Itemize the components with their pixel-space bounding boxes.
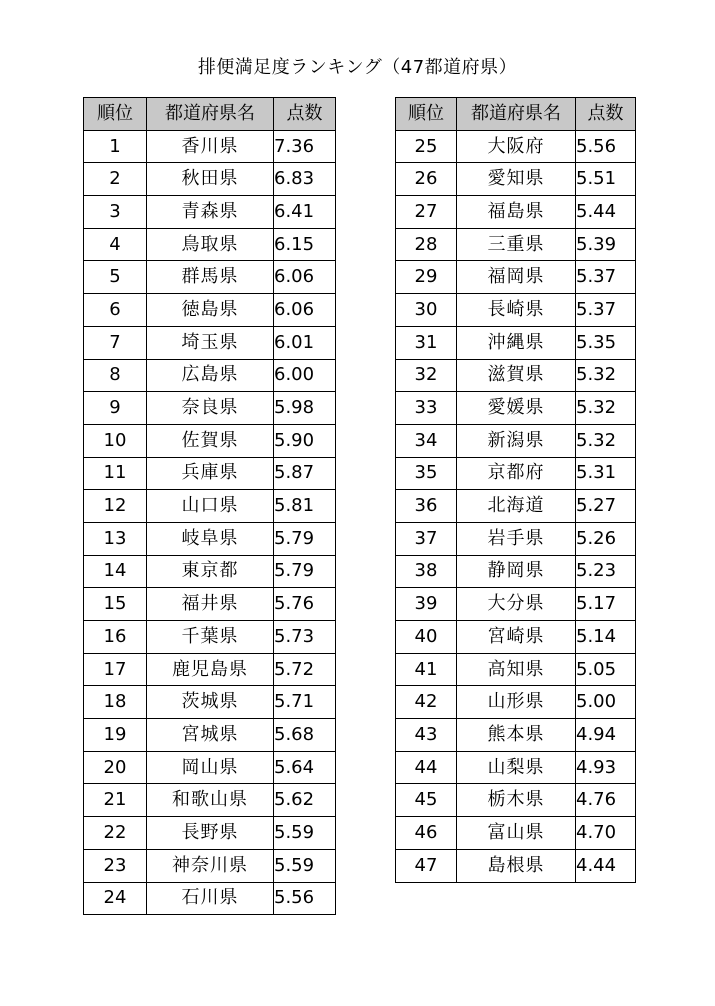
- rank-cell: 42: [396, 686, 457, 719]
- rank-cell: 29: [396, 261, 457, 294]
- prefecture-cell: 北海道: [457, 490, 576, 523]
- rank-cell: 25: [396, 130, 457, 163]
- prefecture-cell: 徳島県: [147, 294, 274, 327]
- rank-cell: 6: [84, 294, 147, 327]
- table-row: [396, 522, 636, 555]
- table-header-row: [84, 98, 336, 131]
- table-row: [84, 130, 336, 163]
- score-cell: 5.14: [576, 621, 636, 654]
- score-cell: 5.87: [274, 457, 336, 490]
- prefecture-cell: 岐阜県: [147, 522, 274, 555]
- rank-cell: 41: [396, 653, 457, 686]
- prefecture-cell: 山梨県: [457, 751, 576, 784]
- prefecture-cell: 岡山県: [147, 751, 274, 784]
- score-cell: 5.79: [274, 555, 336, 588]
- score-cell: 5.26: [576, 522, 636, 555]
- header-rank: 順位: [396, 98, 457, 131]
- score-cell: 5.39: [576, 228, 636, 261]
- rank-cell: 15: [84, 588, 147, 621]
- page-title: 排便満足度ランキング（47都道府県）: [197, 57, 518, 78]
- rank-cell: 16: [84, 621, 147, 654]
- rank-cell: 46: [396, 817, 457, 850]
- score-cell: 5.32: [576, 392, 636, 425]
- prefecture-cell: 和歌山県: [147, 784, 274, 817]
- rank-cell: 12: [84, 490, 147, 523]
- prefecture-cell: 福岡県: [457, 261, 576, 294]
- score-cell: 5.59: [274, 849, 336, 882]
- score-cell: 5.56: [576, 130, 636, 163]
- rank-cell: 45: [396, 784, 457, 817]
- prefecture-cell: 香川県: [147, 130, 274, 163]
- table-row: [396, 719, 636, 752]
- prefecture-cell: 島根県: [457, 849, 576, 882]
- table-row: [396, 392, 636, 425]
- table-row: [84, 882, 336, 915]
- score-cell: 5.32: [576, 424, 636, 457]
- prefecture-cell: 東京都: [147, 555, 274, 588]
- prefecture-cell: 鹿児島県: [147, 653, 274, 686]
- rank-cell: 38: [396, 555, 457, 588]
- prefecture-cell: 愛媛県: [457, 392, 576, 425]
- table-row: [84, 784, 336, 817]
- table-row: [396, 555, 636, 588]
- rank-cell: 11: [84, 457, 147, 490]
- table-row: [84, 653, 336, 686]
- header-rank: 順位: [84, 98, 147, 131]
- score-cell: 4.93: [576, 751, 636, 784]
- rank-cell: 24: [84, 882, 147, 915]
- rank-cell: 1: [84, 130, 147, 163]
- ranking-table-left-body: [84, 130, 336, 915]
- prefecture-cell: 滋賀県: [457, 359, 576, 392]
- table-row: [396, 359, 636, 392]
- score-cell: 5.51: [576, 163, 636, 196]
- rank-cell: 20: [84, 751, 147, 784]
- rank-cell: 36: [396, 490, 457, 523]
- score-cell: 5.44: [576, 196, 636, 229]
- score-cell: 6.01: [274, 326, 336, 359]
- rank-cell: 4: [84, 228, 147, 261]
- score-cell: 6.00: [274, 359, 336, 392]
- score-cell: 5.90: [274, 424, 336, 457]
- score-cell: 4.70: [576, 817, 636, 850]
- table-row: [396, 228, 636, 261]
- prefecture-cell: 新潟県: [457, 424, 576, 457]
- score-cell: 5.76: [274, 588, 336, 621]
- rank-cell: 14: [84, 555, 147, 588]
- table-row: [84, 326, 336, 359]
- prefecture-cell: 埼玉県: [147, 326, 274, 359]
- table-row: [396, 130, 636, 163]
- rank-cell: 26: [396, 163, 457, 196]
- table-row: [84, 294, 336, 327]
- table-row: [396, 751, 636, 784]
- table-header-row: [396, 98, 636, 131]
- score-cell: 5.59: [274, 817, 336, 850]
- prefecture-cell: 佐賀県: [147, 424, 274, 457]
- prefecture-cell: 長野県: [147, 817, 274, 850]
- table-row: [84, 261, 336, 294]
- rank-cell: 21: [84, 784, 147, 817]
- score-cell: 7.36: [274, 130, 336, 163]
- prefecture-cell: 茨城県: [147, 686, 274, 719]
- table-row: [396, 653, 636, 686]
- prefecture-cell: 富山県: [457, 817, 576, 850]
- rank-cell: 13: [84, 522, 147, 555]
- score-cell: 5.98: [274, 392, 336, 425]
- rank-cell: 35: [396, 457, 457, 490]
- prefecture-cell: 長崎県: [457, 294, 576, 327]
- table-row: [84, 751, 336, 784]
- rank-cell: 34: [396, 424, 457, 457]
- table-row: [396, 457, 636, 490]
- score-cell: 6.06: [274, 294, 336, 327]
- prefecture-cell: 群馬県: [147, 261, 274, 294]
- score-cell: 5.37: [576, 294, 636, 327]
- prefecture-cell: 京都府: [457, 457, 576, 490]
- rank-cell: 37: [396, 522, 457, 555]
- prefecture-cell: 秋田県: [147, 163, 274, 196]
- prefecture-cell: 三重県: [457, 228, 576, 261]
- table-row: [396, 490, 636, 523]
- table-row: [84, 719, 336, 752]
- rank-cell: 32: [396, 359, 457, 392]
- rank-cell: 31: [396, 326, 457, 359]
- prefecture-cell: 宮城県: [147, 719, 274, 752]
- table-row: [84, 359, 336, 392]
- table-row: [84, 522, 336, 555]
- score-cell: 4.44: [576, 849, 636, 882]
- rank-cell: 23: [84, 849, 147, 882]
- table-row: [84, 163, 336, 196]
- table-row: [396, 326, 636, 359]
- prefecture-cell: 大阪府: [457, 130, 576, 163]
- score-cell: 5.00: [576, 686, 636, 719]
- header-prefecture: 都道府県名: [147, 98, 274, 131]
- score-cell: 5.68: [274, 719, 336, 752]
- table-row: [84, 621, 336, 654]
- prefecture-cell: 福島県: [457, 196, 576, 229]
- table-row: [396, 261, 636, 294]
- prefecture-cell: 奈良県: [147, 392, 274, 425]
- table-row: [84, 588, 336, 621]
- rank-cell: 33: [396, 392, 457, 425]
- rank-cell: 44: [396, 751, 457, 784]
- score-cell: 5.73: [274, 621, 336, 654]
- rank-cell: 40: [396, 621, 457, 654]
- prefecture-cell: 鳥取県: [147, 228, 274, 261]
- prefecture-cell: 静岡県: [457, 555, 576, 588]
- score-cell: 5.56: [274, 882, 336, 915]
- prefecture-cell: 山口県: [147, 490, 274, 523]
- score-cell: 5.72: [274, 653, 336, 686]
- score-cell: 6.06: [274, 261, 336, 294]
- table-row: [84, 849, 336, 882]
- score-cell: 5.35: [576, 326, 636, 359]
- score-cell: 4.76: [576, 784, 636, 817]
- table-row: [84, 490, 336, 523]
- table-row: [84, 686, 336, 719]
- rank-cell: 18: [84, 686, 147, 719]
- prefecture-cell: 神奈川県: [147, 849, 274, 882]
- table-row: [396, 621, 636, 654]
- rank-cell: 47: [396, 849, 457, 882]
- score-cell: 5.17: [576, 588, 636, 621]
- score-cell: 5.71: [274, 686, 336, 719]
- prefecture-cell: 栃木県: [457, 784, 576, 817]
- rank-cell: 17: [84, 653, 147, 686]
- header-score: 点数: [274, 98, 336, 131]
- prefecture-cell: 愛知県: [457, 163, 576, 196]
- table-row: [84, 457, 336, 490]
- rank-cell: 5: [84, 261, 147, 294]
- prefecture-cell: 山形県: [457, 686, 576, 719]
- prefecture-cell: 熊本県: [457, 719, 576, 752]
- prefecture-cell: 千葉県: [147, 621, 274, 654]
- prefecture-cell: 大分県: [457, 588, 576, 621]
- prefecture-cell: 兵庫県: [147, 457, 274, 490]
- table-row: [84, 196, 336, 229]
- score-cell: 5.27: [576, 490, 636, 523]
- prefecture-cell: 石川県: [147, 882, 274, 915]
- score-cell: 5.64: [274, 751, 336, 784]
- table-row: [396, 784, 636, 817]
- rank-cell: 9: [84, 392, 147, 425]
- table-row: [396, 849, 636, 882]
- table-row: [84, 555, 336, 588]
- rank-cell: 27: [396, 196, 457, 229]
- score-cell: 5.05: [576, 653, 636, 686]
- prefecture-cell: 広島県: [147, 359, 274, 392]
- table-row: [396, 294, 636, 327]
- table-row: [396, 817, 636, 850]
- score-cell: 5.37: [576, 261, 636, 294]
- ranking-table-left: [83, 97, 336, 915]
- prefecture-cell: 福井県: [147, 588, 274, 621]
- rank-cell: 8: [84, 359, 147, 392]
- table-row: [84, 817, 336, 850]
- table-row: [396, 686, 636, 719]
- prefecture-cell: 宮崎県: [457, 621, 576, 654]
- table-row: [396, 163, 636, 196]
- rank-cell: 19: [84, 719, 147, 752]
- score-cell: 5.62: [274, 784, 336, 817]
- score-cell: 6.83: [274, 163, 336, 196]
- prefecture-cell: 沖縄県: [457, 326, 576, 359]
- ranking-table-right-body: [396, 130, 636, 882]
- rank-cell: 28: [396, 228, 457, 261]
- table-row: [396, 588, 636, 621]
- table-row: [396, 196, 636, 229]
- rank-cell: 43: [396, 719, 457, 752]
- rank-cell: 22: [84, 817, 147, 850]
- rank-cell: 39: [396, 588, 457, 621]
- table-row: [84, 392, 336, 425]
- prefecture-cell: 高知県: [457, 653, 576, 686]
- score-cell: 5.31: [576, 457, 636, 490]
- rank-cell: 10: [84, 424, 147, 457]
- score-cell: 6.15: [274, 228, 336, 261]
- score-cell: 5.79: [274, 522, 336, 555]
- score-cell: 5.32: [576, 359, 636, 392]
- table-row: [84, 228, 336, 261]
- rank-cell: 7: [84, 326, 147, 359]
- score-cell: 6.41: [274, 196, 336, 229]
- table-row: [84, 424, 336, 457]
- score-cell: 4.94: [576, 719, 636, 752]
- rank-cell: 30: [396, 294, 457, 327]
- header-prefecture: 都道府県名: [457, 98, 576, 131]
- score-cell: 5.23: [576, 555, 636, 588]
- rank-cell: 3: [84, 196, 147, 229]
- prefecture-cell: 青森県: [147, 196, 274, 229]
- prefecture-cell: 岩手県: [457, 522, 576, 555]
- rank-cell: 2: [84, 163, 147, 196]
- score-cell: 5.81: [274, 490, 336, 523]
- ranking-table-right: [395, 97, 636, 883]
- header-score: 点数: [576, 98, 636, 131]
- table-row: [396, 424, 636, 457]
